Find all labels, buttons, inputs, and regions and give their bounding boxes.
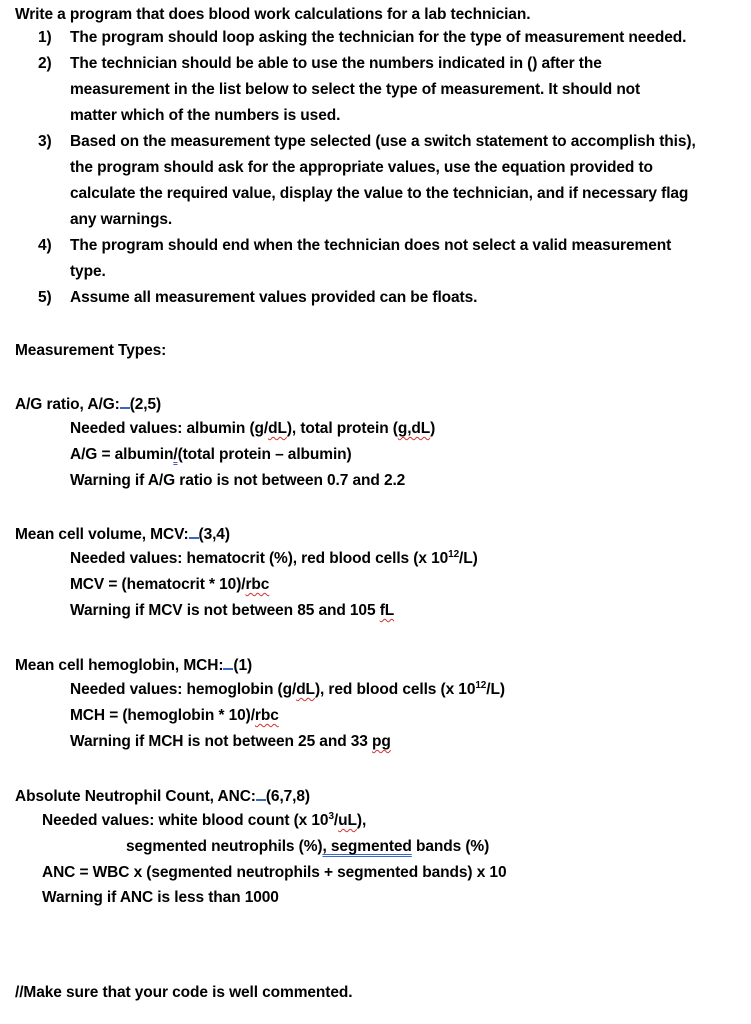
req-line: Based on the measurement type selected (use a switch statement to accomplish this),: [70, 133, 696, 150]
blank-underline: [189, 523, 199, 539]
ag-formula: [70, 445, 352, 465]
req-number: 5): [38, 289, 52, 306]
text: /L): [486, 681, 505, 698]
req-line: type.: [70, 263, 106, 280]
anc-warning: Warning if ANC is less than 1000: [42, 889, 279, 906]
req-line: Assume all measurement values provided can be floats.: [70, 289, 478, 306]
ag-needed-values: [70, 419, 435, 439]
text: Warning if MCV is not between 85 and 105: [70, 602, 380, 619]
anc-heading: [15, 785, 310, 807]
text: segmented neutrophils (%): [126, 838, 323, 855]
text: /: [333, 812, 339, 829]
text: ),: [356, 812, 367, 829]
spell-flag: uL: [338, 812, 357, 829]
mch-needed-values: [70, 680, 505, 700]
text: MCV = (hematocrit * 10)/: [70, 576, 246, 593]
mcv-heading-text: Mean cell volume, MCV:: [15, 526, 189, 543]
mcv-warning: [70, 601, 394, 621]
mcv-heading: [15, 523, 230, 545]
superscript: 3: [328, 811, 334, 822]
req-number: 1): [38, 29, 52, 46]
mch-heading-text: Mean cell hemoglobin, MCH:: [15, 657, 224, 674]
mch-heading: [15, 654, 252, 676]
document-title: Write a program that does blood work calculations for a lab technician.: [15, 6, 531, 23]
spell-flag: dL: [268, 420, 287, 437]
req-line: measurement in the list below to select the type of measurement. It should not: [70, 81, 641, 98]
mch-codes: (1): [233, 657, 253, 674]
anc-needed-values: [42, 811, 366, 831]
anc-heading-text: Absolute Neutrophil Count, ANC:: [15, 788, 256, 805]
req-line: The technician should be able to use the numbers indicated in () after the: [70, 55, 602, 72]
req-line: The program should end when the technician does not select a valid measurement: [70, 237, 672, 254]
req-line: the program should ask for the appropriate values, use the equation provided to: [70, 159, 653, 176]
ag-codes: (2,5): [129, 396, 162, 413]
text: Needed values: hemoglobin (g/: [70, 681, 297, 698]
text: /L): [459, 550, 478, 567]
spell-flag: rbc: [245, 576, 270, 593]
text: Warning if MCH is not between 25 and 33: [70, 733, 373, 750]
text: ), red blood cells (x 10: [314, 681, 476, 698]
spell-flag: dL: [296, 681, 315, 698]
blank-underline: [256, 785, 266, 801]
spell-flag: fL: [379, 602, 395, 619]
superscript: 12: [448, 549, 460, 560]
req-line: matter which of the numbers is used.: [70, 107, 341, 124]
text: MCH = (hemoglobin * 10)/: [70, 707, 255, 724]
mch-formula: [70, 706, 279, 726]
text: bands (%): [411, 838, 490, 855]
req-number: 2): [38, 55, 52, 72]
blank-underline: [223, 654, 233, 670]
blank-underline: [120, 393, 130, 409]
mcv-needed-values: [70, 549, 478, 569]
text: (total protein – albumin): [177, 446, 352, 463]
anc-codes: (6,7,8): [265, 788, 310, 805]
text: Needed values: hematocrit (%), red blood cells (x 10: [70, 550, 449, 567]
req-line: calculate the required value, display the value to the technician, and if necessary flag: [70, 185, 689, 202]
anc-formula: ANC = WBC x (segmented neutrophils + segmented bands) x 10: [42, 864, 507, 881]
text: Needed values: albumin (g/: [70, 420, 269, 437]
mch-warning: [70, 732, 391, 752]
anc-needed-values-cont: [126, 837, 489, 857]
text: ): [430, 420, 436, 437]
ag-heading-text: A/G ratio, A/G:: [15, 396, 120, 413]
ag-heading: [15, 393, 161, 415]
closing-note: //Make sure that your code is well commented.: [15, 984, 353, 1001]
spell-flag: g,dL: [397, 420, 431, 437]
req-line: any warnings.: [70, 211, 173, 228]
req-number: 4): [38, 237, 52, 254]
mcv-codes: (3,4): [198, 526, 230, 543]
grammar-flag: /: [173, 446, 178, 463]
ag-warning: Warning if A/G ratio is not between 0.7 and 2.2: [70, 472, 406, 489]
text: Needed values: white blood count (x 10: [42, 812, 329, 829]
mcv-formula: [70, 575, 269, 595]
text: A/G = albumin: [70, 446, 174, 463]
req-number: 3): [38, 133, 52, 150]
superscript: 12: [475, 680, 487, 691]
text: ), total protein (: [286, 420, 398, 437]
grammar-flag: , segmented: [322, 838, 412, 855]
spell-flag: pg: [372, 733, 391, 750]
req-line: The program should loop asking the technician for the type of measurement needed.: [70, 29, 687, 46]
measurement-types-heading: Measurement Types:: [15, 342, 167, 359]
spell-flag: rbc: [254, 707, 279, 724]
